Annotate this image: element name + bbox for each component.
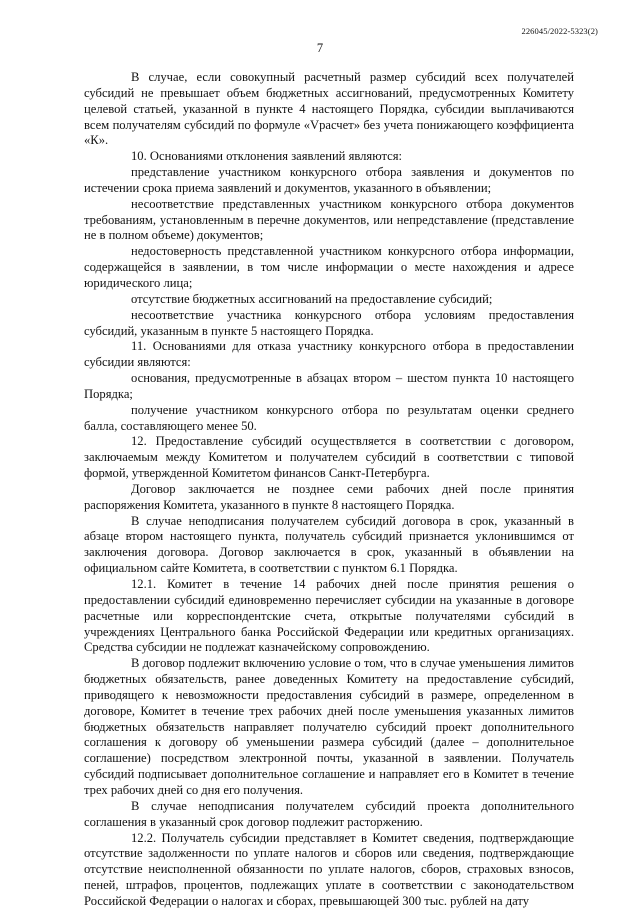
document-number: 226045/2022-5323(2) <box>521 26 598 36</box>
paragraph-contract-evasion: В случае неподписания получателем субсидий договора в срок, указанный в абзаце втором настоящего пункта, получатель субсидий признается уклонившимся от заключения договора. Договор заключается в срок, указанный в объявлении на официальном сайте Комитета, в соответствии с пунктом 6.1 Порядка. <box>84 513 574 576</box>
paragraph-low-score: получение участником конкурсного отбора по результатам оценки среднего балла, составляющего менее 50. <box>84 402 574 433</box>
paragraph-conditions-mismatch: несоответствие участника конкурсного отбора условиям предоставления субсидий, указанным в пункте 5 настоящего Порядка. <box>84 307 574 338</box>
paragraph-document-mismatch: несоответствие представленных участником конкурсного отбора документов требованиям, установленным в перечне документов, или непредставление (представление не в полном объеме) документов; <box>84 196 574 243</box>
paragraph-item-12-1: 12.1. Комитет в течение 14 рабочих дней после принятия решения о предоставлении субсидий единовременно перечисляет субсидии на указанные в договоре расчетные или корреспондентские счета, открытые получателями субсидий в учреждениях Центрального банка Российской Федерации или кредитных организациях. Средства субсидии не подлежат казначейскому сопровождению. <box>84 577 574 655</box>
paragraph-item-12: 12. Предоставление субсидий осуществляется в соответствии с договором, заключаемым между Комитетом и получателем субсидий в соответствии с типовой формой, утвержденной Комитетом финансов Санкт-Петербурга. <box>84 434 574 481</box>
paragraph-contract-deadline: Договор заключается не позднее семи рабочих дней после принятия распоряжения Комитета, указанного в пункте 8 настоящего Порядка. <box>84 481 574 512</box>
paragraph-late-submission: представление участником конкурсного отбора заявления и документов по истечении срока приема заявлений и документов, указанного в объявлении; <box>84 165 574 195</box>
paragraph-contract-termination: В случае неподписания получателем субсидий проекта дополнительного соглашения в указанный срок договор подлежит расторжению. <box>84 798 574 829</box>
paragraph-item-12-2: 12.2. Получатель субсидии представляет в Комитет сведения, подтверждающие отсутствие задолженности по уплате налогов и сборов или сведения, подтверждающие отсутствие неисполненной обязанности по уплате налогов, сборов, страховых взносов, пеней, штрафов, процентов, подлежащих уплате в соответствии с законодательством Российской Федерации о налогах и сборах, превышающей 300 тыс. рублей на дату <box>84 830 574 908</box>
page-number: 7 <box>316 41 324 55</box>
paragraph-item-11: 11. Основаниями для отказа участнику конкурсного отбора в предоставлении субсидии являются: <box>84 339 574 370</box>
document-body <box>84 70 574 910</box>
paragraph-limit-reduction: В договор подлежит включению условие о том, что в случае уменьшения лимитов бюджетных обязательств, ранее доведенных Комитету на предоставление субсидий, приводящего к невозможности предоставления субсидий в размере, определенном в договоре, Комитет в течение трех рабочих дней после уменьшения указанных лимитов бюджетных обязательств направляет получателю субсидий проект дополнительного соглашения к договору об уменьшении размера субсидий (далее – дополнительное соглашение) посредством электронной почты, указанной в заявлении. Получатель субсидий подписывает дополнительное соглашение и направляет его в Комитет в течение трех рабочих дней со дня его получения. <box>84 656 574 797</box>
paragraph-subsidy-calculation: В случае, если совокупный расчетный размер субсидий всех получателей субсидий не превышает объем бюджетных ассигнований, предусмотренных Комитету целевой статьей, указанной в пункте 4 настоящего Порядка, субсидии выплачиваются всем получателям субсидий по формуле «Vрасчет» без учета понижающего коэффициента «К». <box>84 70 574 148</box>
paragraph-no-allocations: отсутствие бюджетных ассигнований на предоставление субсидий; <box>131 291 493 306</box>
paragraph-unreliable-info: недостоверность представленной участником конкурсного отбора информации, содержащейся в заявлении, в том числе информации о месте нахождения и адресе юридического лица; <box>84 244 574 290</box>
paragraph-refusal-grounds: основания, предусмотренные в абзацах втором – шестом пункта 10 настоящего Порядка; <box>84 371 574 401</box>
paragraph-item-10: 10. Основаниями отклонения заявлений являются: <box>131 149 403 164</box>
